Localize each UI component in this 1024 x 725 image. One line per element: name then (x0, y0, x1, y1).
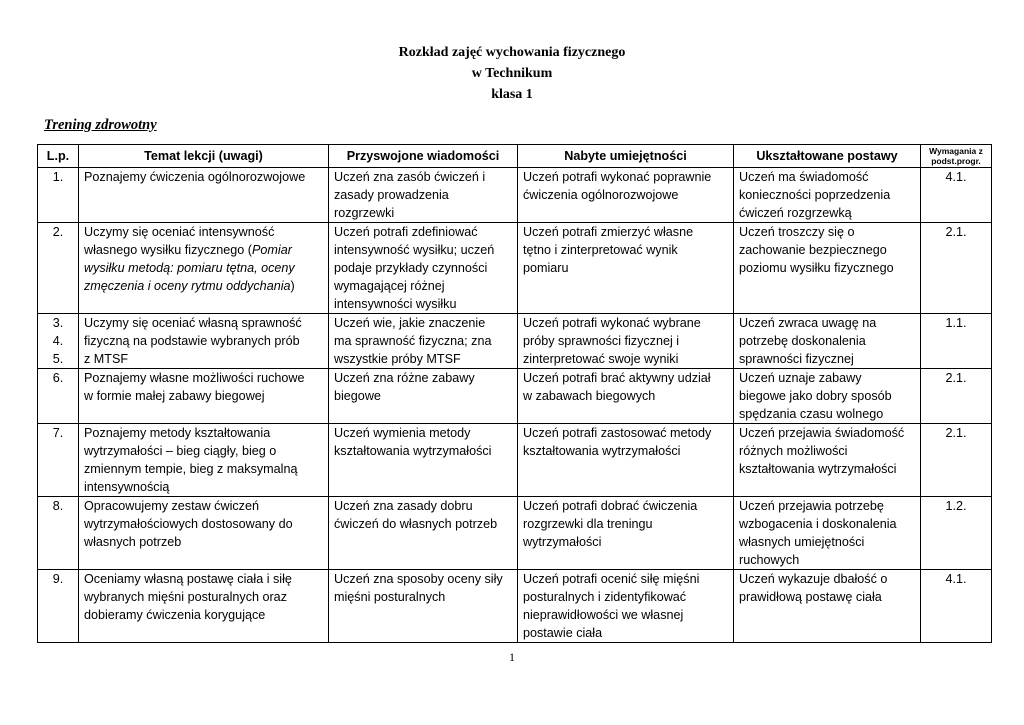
cell-requirements (921, 424, 992, 497)
cell-lp-text: 8. (52, 499, 64, 513)
topic-pre-segment: Poznajemy własne możliwości ruchowe w formie małej zabawy biegowej (84, 371, 305, 403)
cell-lp (38, 424, 79, 497)
cell-skills (518, 424, 734, 497)
cell-requirements (921, 369, 992, 424)
cell-knowledge-text: Uczeń zna sposoby oceny siły mięśni posturalnych (334, 572, 503, 604)
topic-pre-segment: Uczymy się oceniać intensywność własnego wysiłku fizycznego ( (84, 225, 275, 257)
cell-topic-text (84, 369, 323, 405)
table-row (38, 314, 992, 369)
topic-post-segment: ) (290, 279, 295, 293)
table-row (38, 570, 992, 643)
cell-lp-text: 3. 4. 5. (52, 316, 64, 366)
topic-pre-segment: Opracowujemy zestaw ćwiczeń wytrzymałościowych dostosowany do własnych potrzeb (84, 499, 293, 549)
cell-attitudes (734, 570, 921, 643)
cell-lp-text: 1. (52, 170, 64, 184)
title-line-3: klasa 1 (491, 87, 533, 102)
page-title (0, 42, 1024, 105)
topic-pre-segment: Poznajemy metody kształtowania wytrzymałości – bieg ciągły, bieg o zmiennym tempie, bieg z maksymalną intensywnością (84, 426, 298, 494)
cell-lp-text: 2. (52, 225, 64, 239)
cell-requirements-text: 4.1. (945, 572, 967, 586)
cell-skills-text: Uczeń potrafi zastosować metody kształtowania wytrzymałości (523, 426, 712, 458)
cell-requirements-text: 2.1. (945, 371, 967, 385)
title-line-2: w Technikum (471, 66, 553, 81)
cell-skills-text: Uczeń potrafi wykonać poprawnie ćwiczenia ogólnorozwojowe (523, 170, 712, 202)
cell-knowledge-text: Uczeń wymienia metody kształtowania wytrzymałości (334, 426, 492, 458)
cell-topic (79, 168, 329, 223)
section-heading: Trening zdrowotny (44, 117, 157, 133)
topic-italic-segment: Pomiar wysiłku metodą: pomiaru tętna, oceny zmęczenia i oceny rytmu oddychania (84, 243, 295, 293)
cell-topic (79, 223, 329, 314)
table-row (38, 369, 992, 424)
cell-skills (518, 497, 734, 570)
cell-topic (79, 570, 329, 643)
cell-topic (79, 424, 329, 497)
topic-pre-segment: Uczymy się oceniać własną sprawność fizyczną na podstawie wybranych prób z MTSF (84, 316, 302, 366)
cell-attitudes (734, 424, 921, 497)
cell-topic-text (84, 168, 323, 186)
cell-topic-text (84, 223, 323, 295)
cell-attitudes (734, 369, 921, 424)
cell-lp (38, 168, 79, 223)
cell-attitudes-text: Uczeń wykazuje dbałość o prawidłową postawę ciała (739, 572, 888, 604)
cell-knowledge-text: Uczeń zna różne zabawy biegowe (334, 371, 475, 403)
cell-requirements (921, 497, 992, 570)
cell-attitudes-text: Uczeń troszczy się o zachowanie bezpiecznego poziomu wysiłku fizycznego (739, 225, 894, 275)
cell-knowledge (329, 314, 518, 369)
cell-knowledge-text: Uczeń wie, jakie znaczenie ma sprawność fizyczna; zna wszystkie próby MTSF (334, 316, 492, 366)
cell-lp (38, 570, 79, 643)
table-row (38, 424, 992, 497)
cell-requirements (921, 223, 992, 314)
cell-attitudes-text: Uczeń ma świadomość konieczności poprzedzenia ćwiczeń rozgrzewką (739, 170, 891, 220)
cell-knowledge (329, 424, 518, 497)
table-row (38, 497, 992, 570)
table-row (38, 168, 992, 223)
cell-requirements (921, 314, 992, 369)
cell-skills-text: Uczeń potrafi dobrać ćwiczenia rozgrzewki dla treningu wytrzymałości (523, 499, 698, 549)
cell-knowledge (329, 570, 518, 643)
cell-skills-text: Uczeń potrafi brać aktywny udział w zabawach biegowych (523, 371, 711, 403)
cell-skills (518, 223, 734, 314)
cell-knowledge-text: Uczeń zna zasób ćwiczeń i zasady prowadzenia rozgrzewki (334, 170, 486, 220)
cell-knowledge (329, 223, 518, 314)
cell-attitudes (734, 168, 921, 223)
cell-skills-text: Uczeń potrafi zmierzyć własne tętno i zinterpretować wynik pomiaru (523, 225, 694, 275)
cell-requirements (921, 168, 992, 223)
cell-attitudes-text: Uczeń zwraca uwagę na potrzebę doskonalenia sprawności fizycznej (739, 316, 877, 366)
title-line-1: Rozkład zajęć wychowania fizycznego (398, 45, 626, 60)
table-body (38, 168, 992, 643)
cell-attitudes (734, 497, 921, 570)
cell-requirements-text: 1.1. (945, 316, 967, 330)
cell-attitudes-text: Uczeń przejawia świadomość różnych możliwości kształtowania wytrzymałości (739, 426, 905, 476)
cell-lp (38, 223, 79, 314)
header-topic: Temat lekcji (uwagi) (79, 145, 329, 168)
header-knowledge: Przyswojone wiadomości (329, 145, 518, 168)
cell-skills (518, 369, 734, 424)
cell-lp (38, 497, 79, 570)
topic-pre-segment: Poznajemy ćwiczenia ogólnorozwojowe (84, 170, 306, 184)
cell-lp-text: 7. (52, 426, 64, 440)
cell-topic (79, 369, 329, 424)
cell-lp (38, 369, 79, 424)
cell-skills-text: Uczeń potrafi wykonać wybrane próby sprawności fizycznej i zinterpretować swoje wyniki (523, 316, 701, 366)
cell-knowledge (329, 369, 518, 424)
cell-topic-text (84, 314, 323, 368)
cell-requirements (921, 570, 992, 643)
cell-requirements-text: 2.1. (945, 426, 967, 440)
cell-skills (518, 168, 734, 223)
cell-topic-text (84, 570, 323, 624)
cell-requirements-text: 4.1. (945, 170, 967, 184)
topic-pre-segment: Oceniamy własną postawę ciała i siłę wybranych mięśni posturalnych oraz dobieramy ćwiczenia korygujące (84, 572, 292, 622)
header-requirements: Wymagania z podst.progr. (921, 145, 992, 168)
cell-attitudes (734, 314, 921, 369)
cell-skills (518, 314, 734, 369)
header-attitudes: Ukształtowane postawy (734, 145, 921, 168)
cell-requirements-text: 2.1. (945, 225, 967, 239)
table-header-row (38, 145, 992, 168)
table-row (38, 223, 992, 314)
cell-attitudes (734, 223, 921, 314)
cell-topic-text (84, 497, 323, 551)
cell-lp-text: 6. (52, 371, 64, 385)
cell-lp (38, 314, 79, 369)
cell-topic-text (84, 424, 323, 496)
cell-attitudes-text: Uczeń uznaje zabawy biegowe jako dobry sposób spędzania czasu wolnego (739, 371, 892, 421)
cell-knowledge (329, 497, 518, 570)
header-skills: Nabyte umiejętności (518, 145, 734, 168)
cell-topic (79, 497, 329, 570)
page-number: 1 (509, 650, 515, 664)
cell-requirements-text: 1.2. (945, 499, 967, 513)
cell-knowledge-text: Uczeń potrafi zdefiniować intensywność wysiłku; uczeń podaje przykłady czynności wymagającej różnej intensywności wysiłku (334, 225, 495, 311)
lesson-schedule-table (37, 144, 992, 643)
cell-knowledge-text: Uczeń zna zasady dobru ćwiczeń do własnych potrzeb (334, 499, 498, 531)
header-lp: L.p. (38, 145, 79, 168)
cell-attitudes-text: Uczeń przejawia potrzebę wzbogacenia i doskonalenia własnych umiejętności ruchowych (739, 499, 897, 567)
cell-skills-text: Uczeń potrafi ocenić siłę mięśni posturalnych i zidentyfikować nieprawidłowości we własnej postawie ciała (523, 572, 700, 640)
cell-skills (518, 570, 734, 643)
cell-topic (79, 314, 329, 369)
cell-lp-text: 9. (52, 572, 64, 586)
cell-knowledge (329, 168, 518, 223)
